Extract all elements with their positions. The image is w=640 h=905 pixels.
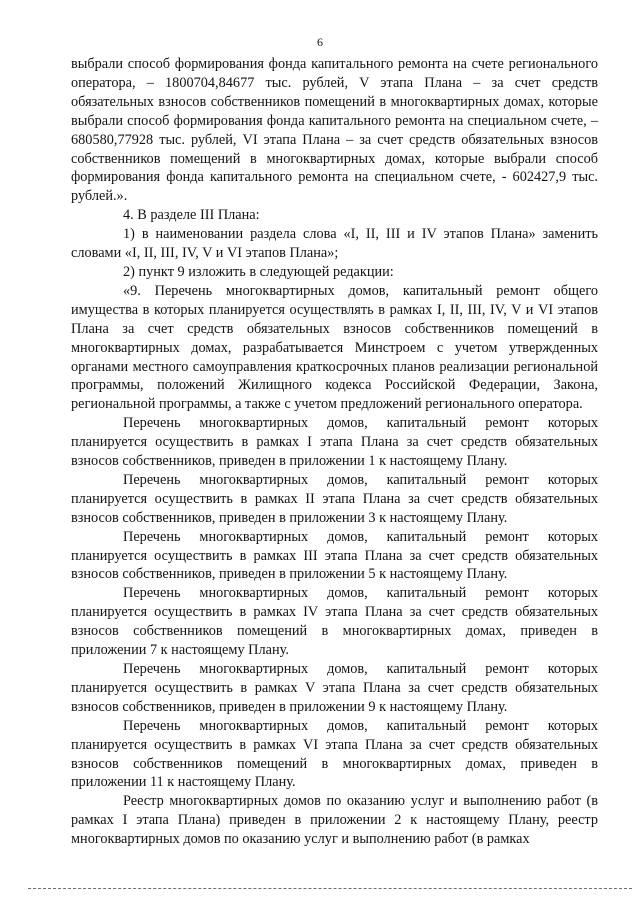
page-number: 6 (317, 35, 323, 49)
paragraph-list-stage-5: Перечень многоквартирных домов, капитальный ремонт которых планируется осуществить в рамках V этапа Плана за счет средств обязательных взносов собственников, приведен в приложении 9 к настоящему Плану. (71, 661, 598, 715)
paragraph-list-stage-3: Перечень многоквартирных домов, капитальный ремонт которых планируется осуществить в рамках III этапа Плана за счет средств обязательных взносов собственников, приведен в приложении 5 к настоящему Плану. (71, 528, 598, 583)
document-body (71, 55, 598, 849)
paragraph-subitem-2: 2) пункт 9 изложить в следующей редакции: (123, 263, 394, 280)
paragraph-list-stage-4: Перечень многоквартирных домов, капитальный ремонт которых планируется осуществить в рамках IV этапа Плана за счет средств обязательных взносов собственников помещений в многоквартирных домах, приведен в приложении 7 к настоящему Плану. (71, 585, 598, 659)
paragraph-list-stage-1: Перечень многоквартирных домов, капитальный ремонт которых планируется осуществить в рамках I этапа Плана за счет средств обязательных взносов собственников, приведен в приложении 1 к настоящему Плану. (71, 415, 598, 470)
paragraph-subitem-1: 1) в наименовании раздела слова «I, II, III и IV этапов Плана» заменить словами «I, II, III, IV, V и VI этапов Плана»; (71, 226, 598, 262)
paragraph-list-stage-2: Перечень многоквартирных домов, капитальный ремонт которых планируется осуществить в рамках II этапа Плана за счет средств обязательных взносов собственников, приведен в приложении 3 к настоящему Плану. (71, 471, 598, 526)
paragraph-section-item-4: 4. В разделе III Плана: (123, 207, 260, 224)
paragraph-list-stage-6: Перечень многоквартирных домов, капитальный ремонт которых планируется осуществить в рамках VI этапа Плана за счет средств обязательных взносов собственников помещений в многоквартирных домах, приведен в приложении 11 к настоящему Плану. (71, 717, 598, 791)
page-bottom-divider (28, 888, 632, 889)
paragraph-clause-9: «9. Перечень многоквартирных домов, капитальный ремонт общего имущества в которых планируется осуществлять в рамках I, II, III, IV, V и VI этапов Плана за счет средств обязательных взносов собственников помещений в многоквартирных домах, разрабатывается Минстроем с учетом утвержденных органами местного самоуправления краткосрочных планов реализации региональной программы, положений Жилищного кодекса Российской Федерации, Закона, региональной программы, а также с учетом предложений регионального оператора. (71, 282, 598, 413)
paragraph-continuation: выбрали способ формирования фонда капитального ремонта на счете регионального оператора, – 1800704,84677 тыс. рублей, V этапа Плана – за счет средств обязательных взносов собственников помещений в многоквартирных домах, которые выбрали способ формирования фонда капитального ремонта на специальном счете, – 680580,77928 тыс. рублей, VI этапа Плана – за счет средств обязательных взносов собственников помещений в многоквартирных домах, которые выбрали способ формирования фонда капитального ремонта на специальном счете, - 602427,9 тыс. рублей.». (71, 56, 598, 205)
paragraph-registry: Реестр многоквартирных домов по оказанию услуг и выполнению работ (в рамках I этапа Плана) приведен в приложении 2 к настоящему Плану, реестр многоквартирных домов по оказанию услуг и выполнению работ (в рамках (71, 793, 598, 848)
